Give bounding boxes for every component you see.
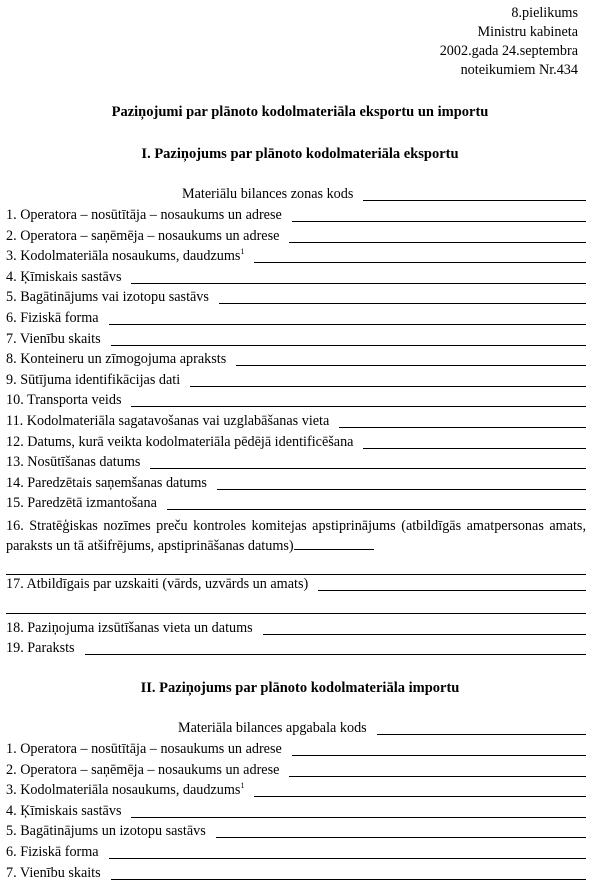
import-item-7-field[interactable] — [111, 865, 586, 880]
export-item-12-field[interactable] — [363, 434, 586, 449]
import-item-2 — [6, 759, 586, 779]
export-item-15-label — [6, 494, 157, 512]
export-item-18 — [6, 617, 586, 637]
export-item-12-text: 12. Datums, kurā veikta kodolmateriāla pēdējā identificēšana — [6, 433, 354, 450]
export-item-11-text: 11. Kodolmateriāla sagatavošanas vai uzglabāšanas vieta — [6, 413, 330, 429]
export-item-3-text: 3. Kodolmateriāla nosaukums, daudzums — [6, 248, 241, 265]
export-item-8-label — [6, 350, 226, 368]
export-item-17 — [6, 573, 586, 593]
export-item-12-label — [6, 433, 353, 451]
import-item-6 — [6, 841, 586, 861]
import-item-3-field[interactable] — [254, 782, 586, 797]
import-section-title: II. Paziņojums par plānoto kodolmateriāla importu — [140, 680, 460, 696]
import-code-row — [178, 717, 586, 737]
export-item-8-text: 8. Konteineru un zīmogojuma apraksts — [6, 351, 227, 368]
export-item-11-label — [6, 412, 329, 430]
import-item-1-label — [6, 740, 282, 758]
export-item-7-label — [6, 330, 101, 348]
export-item-1 — [6, 204, 586, 224]
export-section-title: I. Paziņojums par plānoto kodolmateriāla eksportu — [141, 146, 459, 162]
export-item-13-label — [6, 453, 140, 471]
export-item-18-label: 18. Paziņojuma izsūtīšanas vieta un datums — [6, 620, 253, 636]
page-title: Paziņojumi par plānoto kodolmateriāla eksportu un importu — [111, 104, 489, 120]
export-item-4-field[interactable] — [131, 269, 586, 284]
footnote-mark: 1 — [240, 781, 245, 791]
export-item-2 — [6, 225, 586, 245]
export-item-5-label — [6, 288, 209, 306]
export-item-2-label — [6, 227, 279, 245]
export-item-2-field[interactable] — [289, 228, 586, 243]
export-item-1-field[interactable] — [292, 207, 586, 222]
export-item-19-label: 19. Paraksts — [6, 640, 75, 656]
export-item-9-field[interactable] — [190, 372, 586, 387]
export-item-12 — [6, 431, 586, 451]
export-item-14 — [6, 472, 586, 492]
export-item-7-text: 7. Vienību skaits — [6, 330, 101, 347]
export-item-11 — [6, 410, 586, 430]
import-item-1 — [6, 738, 586, 758]
import-item-7-label — [6, 864, 101, 882]
import-item-2-label — [6, 761, 279, 779]
export-item-13-field[interactable] — [150, 454, 586, 469]
import-item-5 — [6, 820, 586, 840]
export-item-7 — [6, 328, 586, 348]
export-item-15 — [6, 492, 586, 512]
export-item-6-field[interactable] — [109, 310, 586, 325]
export-item-6-text: 6. Fiziskā forma — [6, 310, 99, 326]
export-item-1-label — [6, 206, 282, 224]
import-item-2-field[interactable] — [289, 762, 586, 777]
regulation-line: noteikumiem Nr.434 — [460, 62, 578, 78]
export-item-1-text: 1. Operatora – nosūtītāja – nosaukums un adrese — [6, 207, 282, 223]
import-item-5-text: 5. Bagātinājums un izotopu sastāvs — [6, 823, 206, 840]
export-item-8 — [6, 348, 586, 368]
export-item-17-field[interactable] — [318, 576, 586, 591]
export-item-13-text: 13. Nosūtīšanas datums — [6, 454, 141, 471]
export-item-10 — [6, 389, 586, 409]
export-item-9-label — [6, 371, 180, 389]
export-item-15-text: 15. Paredzētā izmantošana — [6, 495, 157, 512]
export-item-4-text: 4. Ķīmiskais sastāvs — [6, 268, 122, 285]
export-item-10-field[interactable] — [131, 392, 586, 407]
export-item-16 — [6, 516, 586, 556]
export-code-field[interactable] — [363, 186, 586, 201]
export-item-5 — [6, 286, 586, 306]
export-item-17-label: 17. Atbildīgais par uzskaiti (vārds, uzvārds un amats) — [6, 576, 309, 592]
export-item-4 — [6, 266, 586, 286]
import-item-1-text: 1. Operatora – nosūtītāja – nosaukums un adrese — [6, 741, 282, 757]
export-item-16-label: 16. Stratēģiskas nozīmes preču kontroles komitejas apstiprinājums (atbildīgās amatpersonas amats, paraksts un tā atšifrējums, apstiprināšanas datums) — [6, 518, 586, 554]
import-item-3 — [6, 779, 586, 799]
cabinet-line: Ministru kabineta — [477, 24, 578, 40]
import-item-3-label — [6, 781, 244, 799]
import-code-label: Materiāla bilances apgabala kods — [178, 720, 367, 736]
import-item-6-text: 6. Fiziskā forma — [6, 844, 99, 860]
export-item-3-field[interactable] — [254, 248, 586, 263]
export-item-3 — [6, 245, 586, 265]
export-item-4-label — [6, 268, 121, 286]
import-item-1-field[interactable] — [292, 741, 586, 756]
export-item-13 — [6, 451, 586, 471]
import-item-4-field[interactable] — [131, 803, 586, 818]
export-item-8-field[interactable] — [236, 351, 586, 366]
export-item-10-label — [6, 391, 121, 409]
appendix-number: 8.pielikums — [511, 5, 578, 21]
date-line: 2002.gada 24.septembra — [439, 43, 578, 59]
import-item-2-text: 2. Operatora – saņēmēja – nosaukums un adrese — [6, 761, 280, 778]
import-item-4-label — [6, 802, 121, 820]
import-item-6-field[interactable] — [109, 844, 586, 859]
export-item-6 — [6, 307, 586, 327]
import-item-7 — [6, 862, 586, 882]
export-item-5-field[interactable] — [219, 289, 586, 304]
export-item-14-label — [6, 474, 207, 492]
export-item-5-text: 5. Bagātinājums vai izotopu sastāvs — [6, 289, 209, 306]
export-item-7-field[interactable] — [111, 331, 586, 346]
export-item-19 — [6, 637, 586, 657]
export-item-9 — [6, 369, 586, 389]
import-item-4 — [6, 800, 586, 820]
import-code-field[interactable] — [377, 720, 586, 735]
import-item-5-field[interactable] — [216, 823, 586, 838]
import-item-3-text: 3. Kodolmateriāla nosaukums, daudzums — [6, 782, 241, 799]
import-item-5-label — [6, 822, 206, 840]
export-item-10-text: 10. Transporta veids — [6, 392, 122, 409]
export-item-6-label — [6, 309, 99, 327]
appendix-header — [440, 4, 578, 80]
export-item-16-field[interactable] — [294, 537, 374, 550]
export-code-row — [182, 183, 586, 203]
export-code-label: Materiālu bilances zonas kods — [182, 186, 354, 202]
export-item-14-text: 14. Paredzētais saņemšanas datums — [6, 474, 207, 491]
export-item-19-field[interactable] — [85, 640, 586, 655]
export-item-15-field[interactable] — [167, 495, 586, 510]
import-item-7-text: 7. Vienību skaits — [6, 864, 101, 881]
export-item-18-field[interactable] — [263, 620, 586, 635]
export-item-2-text: 2. Operatora – saņēmēja – nosaukums un adrese — [6, 227, 280, 244]
import-item-4-text: 4. Ķīmiskais sastāvs — [6, 802, 122, 819]
export-item-9-text: 9. Sūtījuma identifikācijas dati — [6, 371, 181, 388]
export-item-3-label — [6, 247, 244, 265]
import-item-6-label — [6, 843, 99, 861]
export-item-17-extra-line[interactable] — [6, 612, 586, 614]
export-item-14-field[interactable] — [217, 475, 586, 490]
export-item-11-field[interactable] — [339, 413, 586, 428]
footnote-mark: 1 — [240, 247, 245, 257]
